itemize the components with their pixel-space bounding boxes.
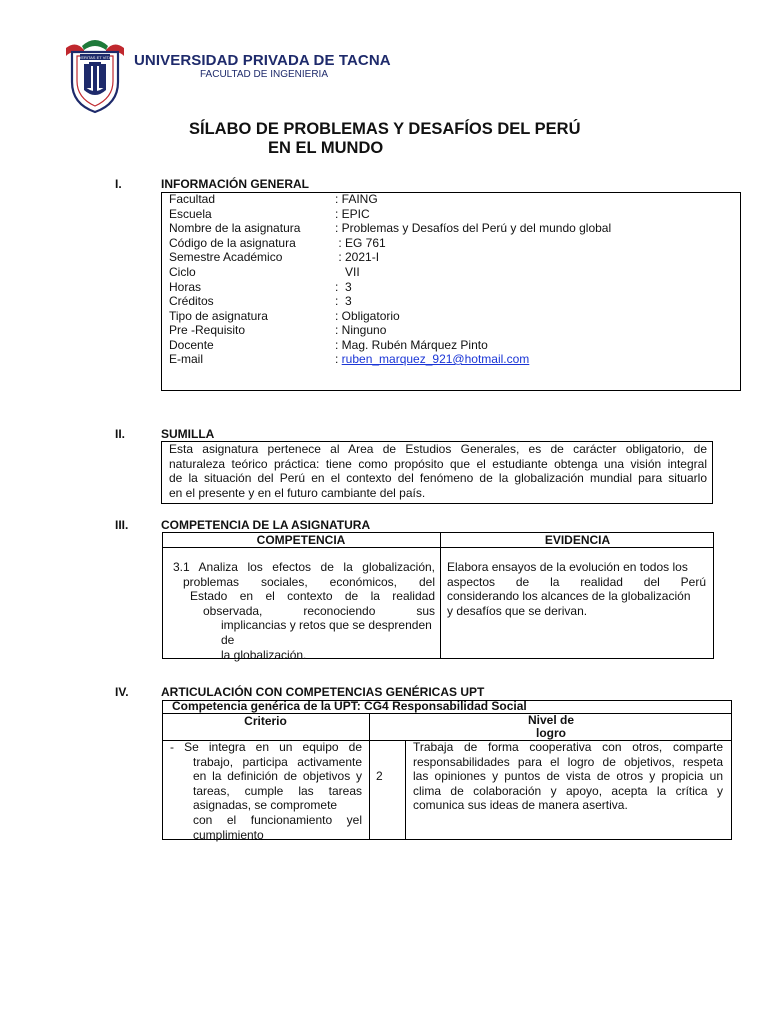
university-logo [62, 34, 128, 114]
competencia-table [162, 532, 714, 662]
section2-number: II. [115, 427, 126, 441]
criterio-line: - Se integra en un equipo de [170, 740, 362, 754]
criterio-line: asignadas, se compromete [193, 798, 338, 813]
sumilla-line: de la situación del Perú en el contexto del fenómeno de la globalización mundial para situarlo [169, 471, 707, 486]
descripcion-line: Trabaja de forma cooperativa con otros, comparte [413, 740, 723, 754]
nivel-logro-header [370, 714, 732, 740]
section3-number: III. [115, 518, 129, 532]
info-value: : EPIC [335, 206, 370, 221]
info-row [169, 192, 378, 207]
competencia-line: implicancias y retos que se desprenden de [221, 618, 432, 647]
info-row [169, 265, 360, 280]
section4-title: ARTICULACIÓN CON COMPETENCIAS GENÉRICAS UPT [161, 685, 485, 699]
info-row [169, 338, 488, 353]
info-row [169, 280, 352, 295]
competencia-line: observada, reconociendo sus [203, 603, 435, 618]
info-label: Nombre de la asignatura [169, 221, 301, 236]
sumilla-line: Esta asignatura pertenece al Area de Estudios Generales, es de carácter obligatorio, de [169, 442, 707, 456]
section2-title: SUMILLA [161, 427, 215, 441]
criterio-cell [170, 740, 362, 842]
criterio-line: trabajo, participa activamente [193, 754, 362, 769]
section1-number: I. [115, 177, 122, 191]
faculty-name: FACULTAD DE INGENIERIA [200, 69, 328, 80]
articulacion-table [162, 700, 732, 840]
info-value: : FAING [335, 192, 378, 206]
descripcion-line: comunica sus ideas de manera asertiva. [413, 798, 628, 813]
email-link[interactable]: ruben_marquez_921@hotmail.com [341, 352, 530, 366]
info-label: Escuela [169, 206, 212, 221]
section3-title: COMPETENCIA DE LA ASIGNATURA [161, 518, 371, 532]
criterio-line: con el funcionamiento yel [193, 812, 362, 827]
competencia-cell [173, 560, 435, 662]
sumilla-line: en el presente y en el futuro cambiante del país. [169, 485, 426, 500]
competencia-header: COMPETENCIA [256, 533, 346, 547]
evidencia-line: Elabora ensayos de la evolución en todos los [447, 560, 688, 574]
nivel-value: 2 [376, 769, 383, 783]
evidencia-line: y desafíos que se derivan. [447, 603, 588, 618]
evidencia-cell [447, 560, 706, 618]
logo-motto-text: VERITAS ET VITA [78, 55, 112, 60]
info-label: Horas [169, 279, 202, 294]
info-value: : Ninguno [335, 323, 387, 338]
info-value: : Obligatorio [335, 308, 400, 323]
info-row [169, 323, 386, 338]
competencia-generica-header: Competencia genérica de la UPT: CG4 Responsabilidad Social [172, 699, 527, 713]
evidencia-line: considerando los alcances de la globalización [447, 589, 691, 604]
info-row [169, 294, 352, 309]
evidencia-header: EVIDENCIA [544, 533, 611, 547]
section1-title: INFORMACIÓN GENERAL [161, 177, 309, 191]
descripcion-line: clima de colaboración y apoyo, acepta la crítica y [413, 783, 723, 798]
evidencia-line: aspectos de la realidad del Perú [447, 574, 706, 589]
university-name: UNIVERSIDAD PRIVADA DE TACNA [134, 52, 391, 69]
criterio-line: tareas, cumple las tareas [193, 783, 362, 798]
info-label: Facultad [169, 192, 216, 206]
nivel-logro-line2: logro [536, 726, 566, 740]
info-value: : 2021-I [335, 250, 380, 265]
sumilla-text [169, 442, 707, 500]
info-row [169, 207, 370, 222]
criterio-line: en la definición de objetivos y [193, 769, 362, 784]
info-label: Pre -Requisito [169, 323, 246, 338]
info-label: Ciclo [169, 265, 196, 279]
info-row [169, 221, 611, 236]
info-row [169, 250, 379, 265]
competencia-line: Estado en el contexto de la realidad [190, 589, 435, 604]
page-title-line2: EN EL MUNDO [268, 139, 384, 157]
info-label: Créditos [169, 294, 214, 309]
info-value: : 3 [335, 279, 352, 294]
email-colon: : [335, 352, 342, 366]
info-label: Docente [169, 338, 214, 352]
info-value: : Mag. Rubén Márquez Pinto [335, 338, 488, 352]
criterio-line: cumplimiento [193, 827, 264, 842]
info-value: : Problemas y Desafíos del Perú y del mundo global [335, 221, 612, 236]
competencia-line: la globalización. [221, 647, 307, 662]
info-row [169, 236, 386, 251]
page-title-line1: SÍLABO DE PROBLEMAS Y DESAFÍOS DEL PERÚ [189, 120, 581, 138]
info-label: Código de la asignatura [169, 235, 296, 250]
info-row [169, 309, 400, 324]
info-value: : 3 [335, 294, 352, 309]
info-value: VII [335, 265, 360, 279]
email-label: E-mail [169, 352, 204, 366]
nivel-logro-line1: Nivel de [527, 713, 575, 727]
descripcion-cell [413, 740, 723, 813]
criterio-header: Criterio [244, 714, 287, 728]
info-row-email [169, 352, 529, 367]
info-value: : EG 761 [335, 235, 386, 250]
info-label: Semestre Académico [169, 250, 283, 265]
descripcion-line: responsabilidades para el logro de objetivos, respeta [413, 754, 723, 769]
descripcion-line: las opiniones y puntos de vista de otros y propicia un [413, 769, 723, 784]
section4-number: IV. [115, 685, 129, 699]
sumilla-line: naturaleza teórico práctica: tiene como propósito que el estudiante obtenga una visión integral [169, 456, 707, 471]
competencia-line: problemas sociales, económicos, del [183, 574, 435, 589]
competencia-line: 3.1 Analiza los efectos de la globalización, [173, 560, 435, 574]
info-label: Tipo de asignatura [169, 308, 268, 323]
